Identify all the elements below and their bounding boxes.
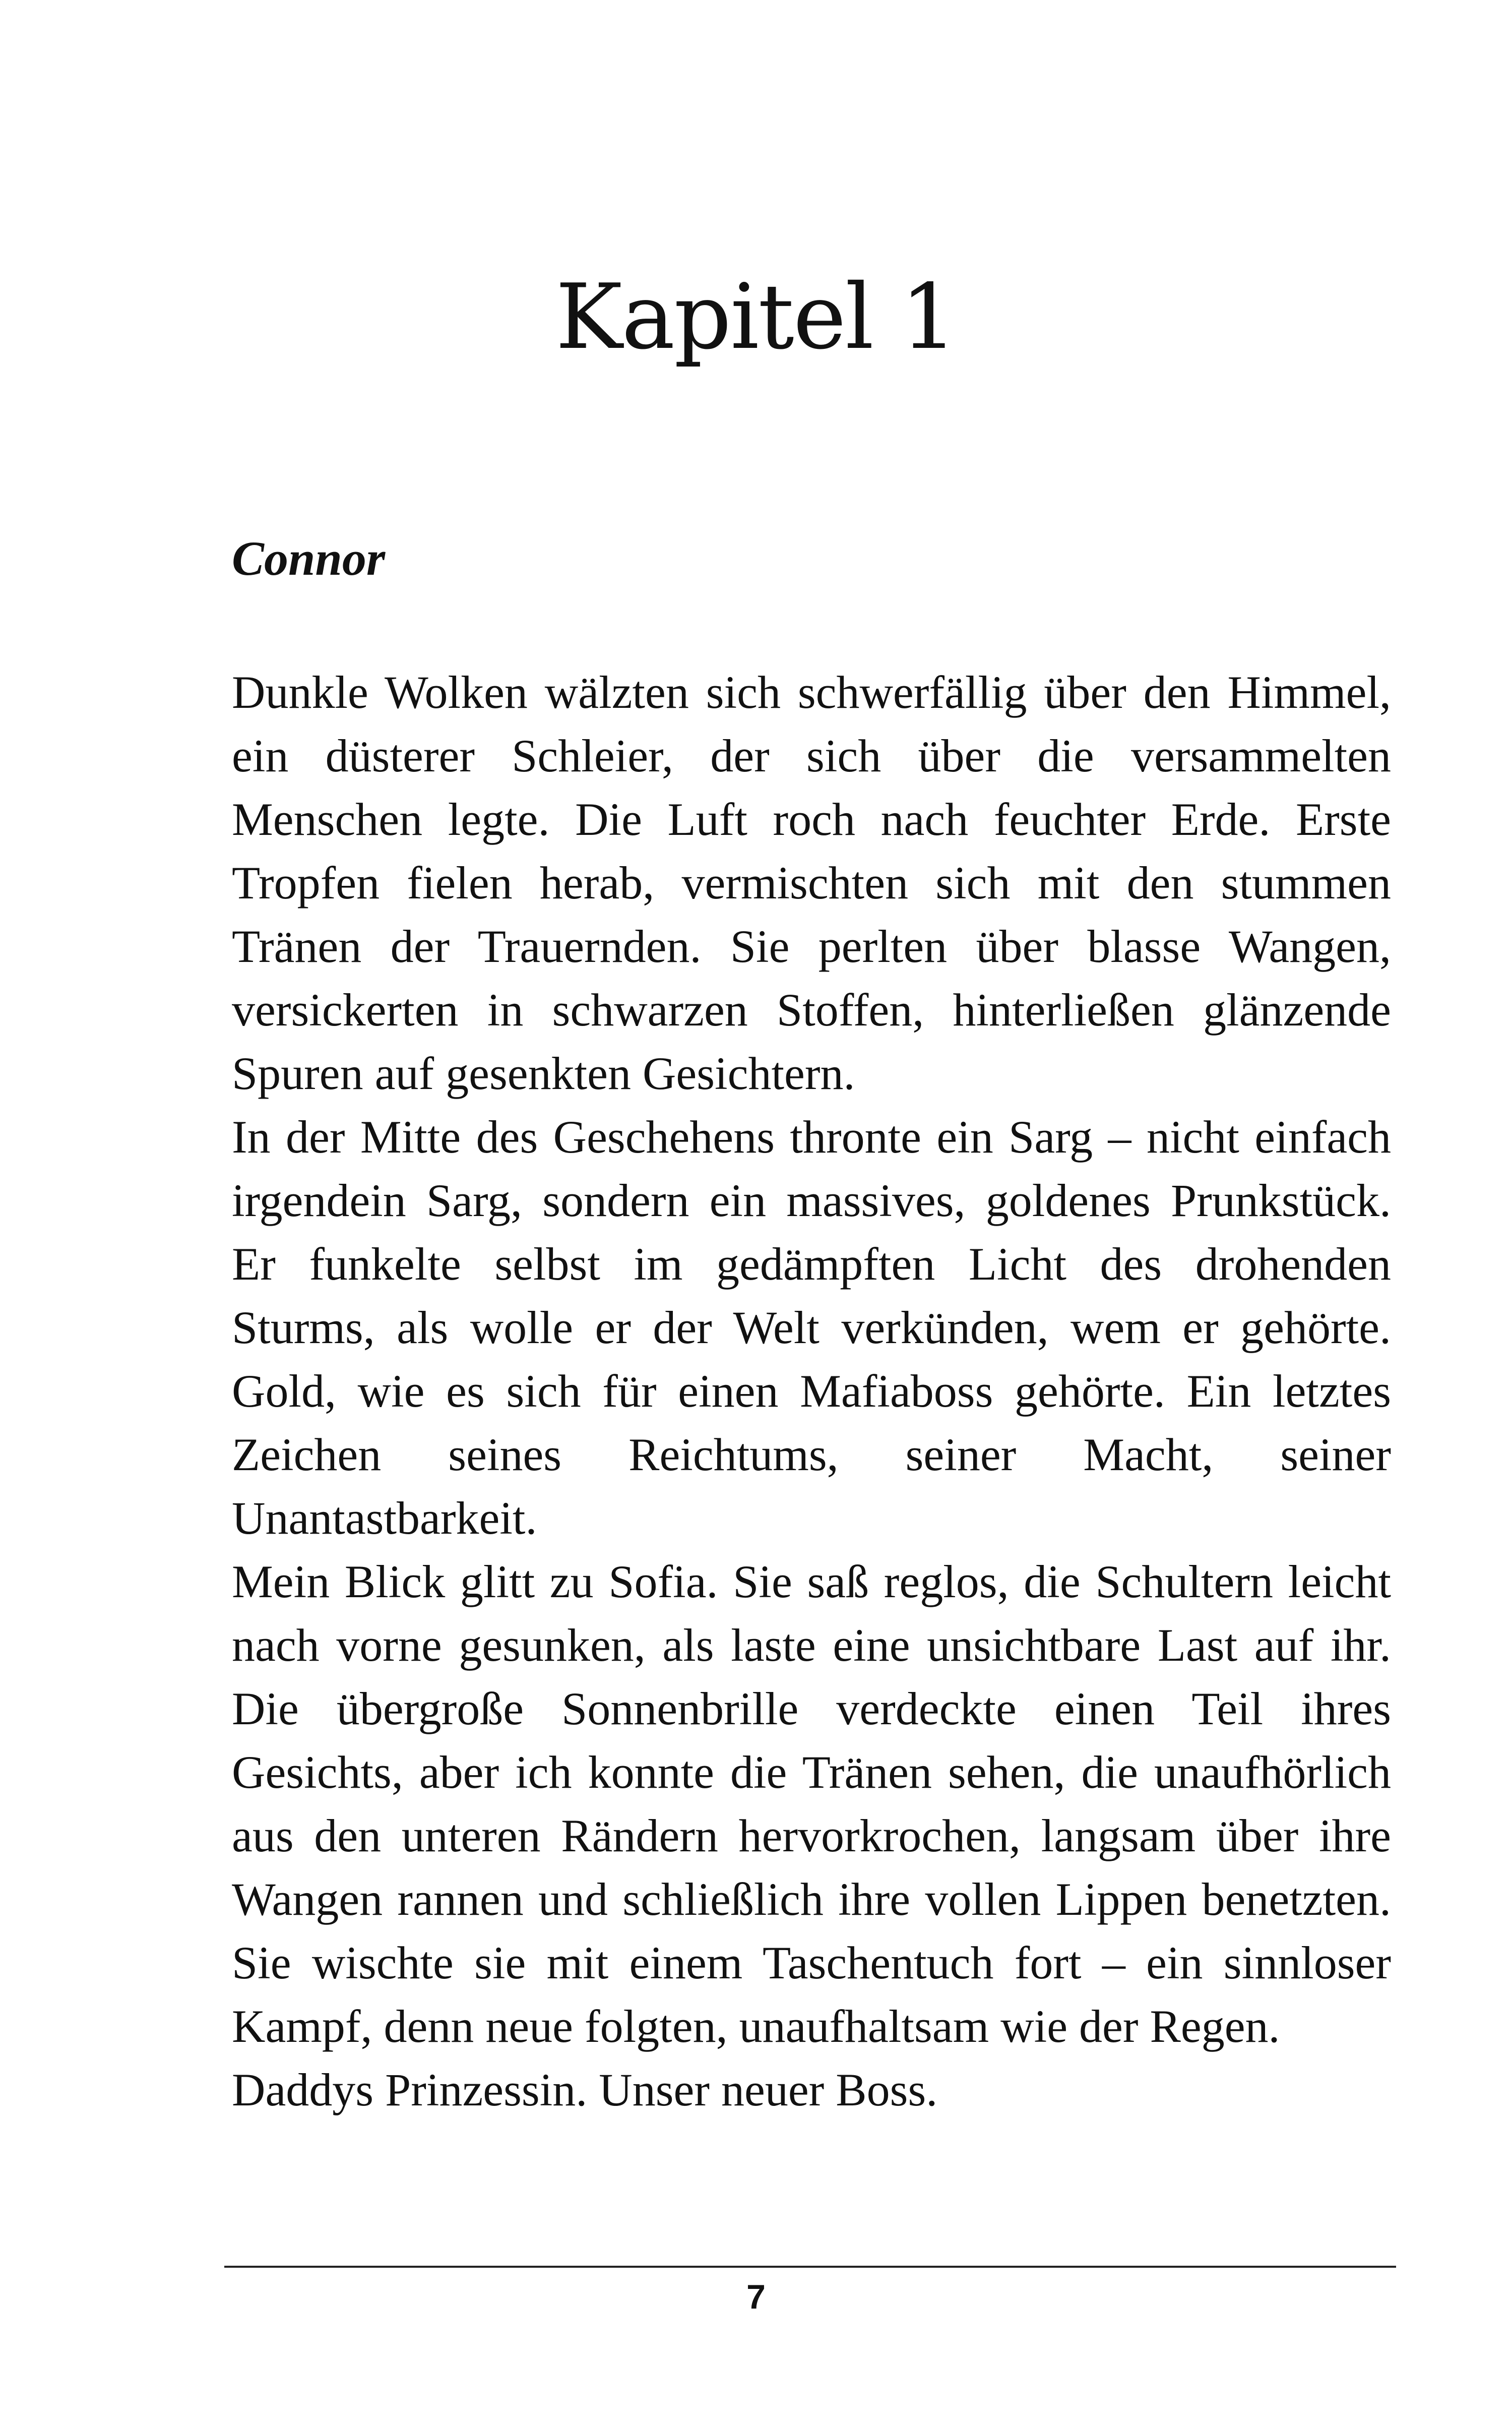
paragraph: Mein Blick glitt zu Sofia. Sie saß reglos, die Schultern leicht nach vorne gesunken, als laste eine unsichtbare Last auf ihr. Die übergroße Sonnenbrille verdeckte einen Teil ihres Gesichts, aber ich konnte die Tränen sehen, die unaufhörlich aus den unteren Rändern hervorkrochen, langsam über ihre Wangen rannen und schließlich ihre vollen Lippen benetzten. Sie wischte sie mit einem Taschentuch fort – ein sinnloser Kampf, denn neue folgten, unaufhaltsam wie der Regen. (232, 1556, 1391, 2052)
chapter-body (232, 660, 1391, 2122)
paragraph: Daddys Prinzessin. Unser neuer Boss. (232, 2064, 938, 2115)
paragraph: Dunkle Wolken wälzten sich schwerfällig über den Himmel, ein düsterer Schleier, der sich über die versammelten Menschen legte. Die Luft roch nach feuchter Erde. Erste Tropfen fielen herab, vermischten sich mit den stummen Tränen der Trauernden. Sie perlten über blasse Wangen, versickerten in schwarzen Stoffen, hinterließen glänzende Spuren auf gesenkten Gesichtern. (232, 667, 1391, 1099)
page-number: 7 (746, 2278, 766, 2316)
paragraph: In der Mitte des Geschehens thronte ein Sarg – nicht einfach irgendein Sarg, sondern ein massives, goldenes Prunkstück. Er funkelte selbst im gedämpften Licht des drohenden Sturms, als wolle er der Welt verkünden, wem er gehörte. Gold, wie es sich für einen Mafiaboss gehörte. Ein letztes Zeichen seines Reichtums, seiner Macht, seiner Unantastbarkeit. (232, 1111, 1391, 1544)
chapter-title: Kapitel 1 (555, 265, 957, 369)
footer-divider (224, 2266, 1396, 2268)
narrator-heading: Connor (232, 531, 386, 585)
